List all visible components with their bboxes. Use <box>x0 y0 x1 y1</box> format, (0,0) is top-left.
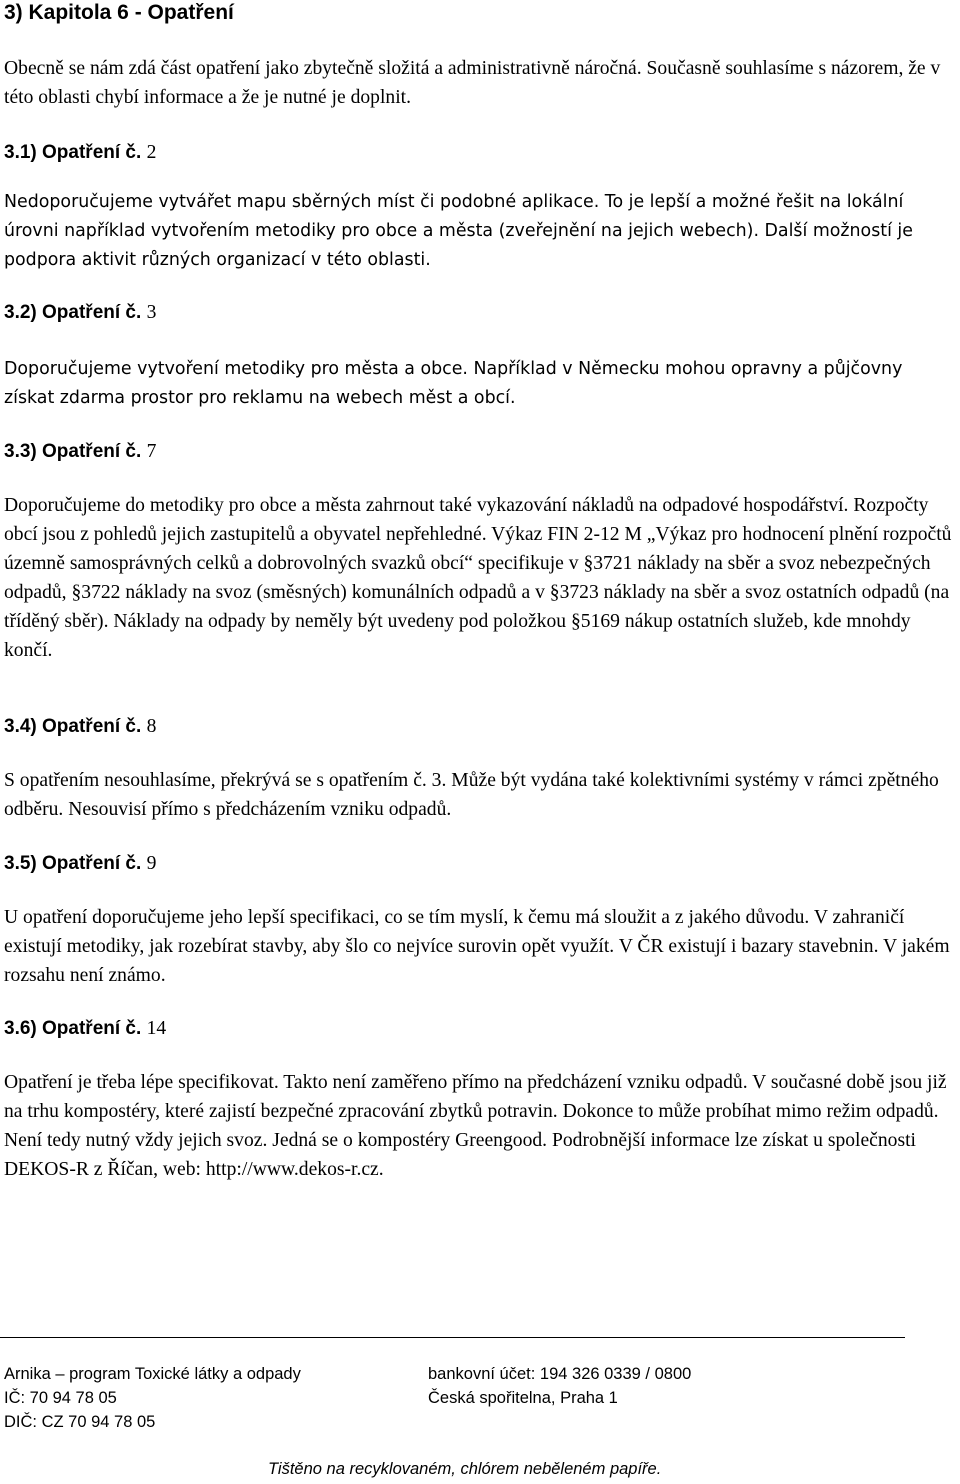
section-heading-3-5 <box>4 850 156 878</box>
footer-ic: IČ: 70 94 78 05 <box>4 1389 117 1407</box>
section-text-3-6: Opatření je třeba lépe specifikovat. Takto není zaměřeno přímo na předcházení vzniku odpadů. V současné době jsou již na trhu kompostéry, které zajistí bezpečné zpracování zbytků potravin. Dokonce to může probíhat mimo režim odpadů. Není tedy nutný vždy jejich svoz. Jedná se o kompostéry Greengood. Podrobnější informace lze získat u společnosti DEKOS-R z Říčan, web: http://www.dekos-r.cz. <box>4 1072 947 1180</box>
section-number: 7 <box>146 441 157 462</box>
section-number: 2 <box>146 142 157 163</box>
footer-bank-account: bankovní účet: 194 326 0339 / 0800 <box>428 1365 692 1383</box>
section-text-3-4: S opatřením nesouhlasíme, překrývá se s opatřením č. 3. Může být vydána také kolektivními systémy v rámci zpětného odběru. Nesouvisí přímo s předcházením vzniku odpadů. <box>4 770 939 820</box>
section-heading-3-1 <box>4 139 156 167</box>
chapter-heading: 3) Kapitola 6 - Opatření <box>4 1 234 24</box>
section-text-3-3: Doporučujeme do metodiky pro obce a města zahrnout také vykazování nákladů na odpadové hospodářství. Rozpočty obcí jsou z pohledů jejich zastupitelů a obyvatel nepřehledné. Výkaz FIN 2-12 M „Výkaz pro hodnocení plnění rozpočtů územně samosprávných celků a dobrovolných svazků obcí“ specifikuje v §3721 náklady na sběr a svoz nebezpečných odpadů, §3722 náklady na svoz (směsných) komunálních odpadů a v §3723 náklady na sběr a svoz ostatních odpadů (na tříděný sběr). Náklady na odpady by neměly být uvedeny pod položkou §5169 nákup ostatních služeb, kde mnohdy končí. <box>4 495 952 661</box>
section-label: 3.3) Opatření č. <box>4 441 142 462</box>
section-number: 3 <box>146 302 157 323</box>
section-heading-3-6 <box>4 1015 166 1043</box>
footer-divider <box>0 1337 905 1338</box>
section-label: 3.6) Opatření č. <box>4 1018 142 1039</box>
section-label: 3.1) Opatření č. <box>4 142 142 163</box>
section-heading-3-3 <box>4 438 156 466</box>
footer-print-note: Tištěno na recyklovaném, chlórem neběleném papíře. <box>268 1460 662 1478</box>
footer-bank-name: Česká spořitelna, Praha 1 <box>428 1389 618 1407</box>
section-text-3-1: Nedoporučujeme vytvářet mapu sběrných míst či podobné aplikace. To je lepší a možné řešit na lokální úrovni například vytvořením metodiky pro obce a města (zveřejnění na jejich webech). Další možností je podpora aktivit různých organizací v této oblasti. <box>4 192 913 270</box>
section-heading-3-2 <box>4 299 156 327</box>
section-label: 3.5) Opatření č. <box>4 853 142 874</box>
section-number: 8 <box>146 716 157 737</box>
section-text-3-2: Doporučujeme vytvoření metodiky pro města a obce. Například v Německu mohou opravny a půjčovny získat zdarma prostor pro reklamu na webech měst a obcí. <box>4 359 903 408</box>
section-label: 3.4) Opatření č. <box>4 716 142 737</box>
section-heading-3-4 <box>4 713 156 741</box>
intro-paragraph: Obecně se nám zdá část opatření jako zbytečně složitá a administrativně náročná. Současně souhlasíme s názorem, že v této oblasti chybí informace a že je nutné je doplnit. <box>4 58 941 108</box>
section-number: 9 <box>146 853 157 874</box>
section-label: 3.2) Opatření č. <box>4 302 142 323</box>
footer-org: Arnika – program Toxické látky a odpady <box>4 1365 301 1383</box>
section-number: 14 <box>146 1018 167 1039</box>
section-text-3-5: U opatření doporučujeme jeho lepší specifikaci, co se tím myslí, k čemu má sloužit a z jakého důvodu. V zahraničí existují metodiky, jak rozebírat stavby, aby šlo co nejvíce surovin opět využít. V ČR existují i bazary stavebnin. V jakém rozsahu není známo. <box>4 907 950 986</box>
footer-dic: DIČ: CZ 70 94 78 05 <box>4 1413 156 1431</box>
